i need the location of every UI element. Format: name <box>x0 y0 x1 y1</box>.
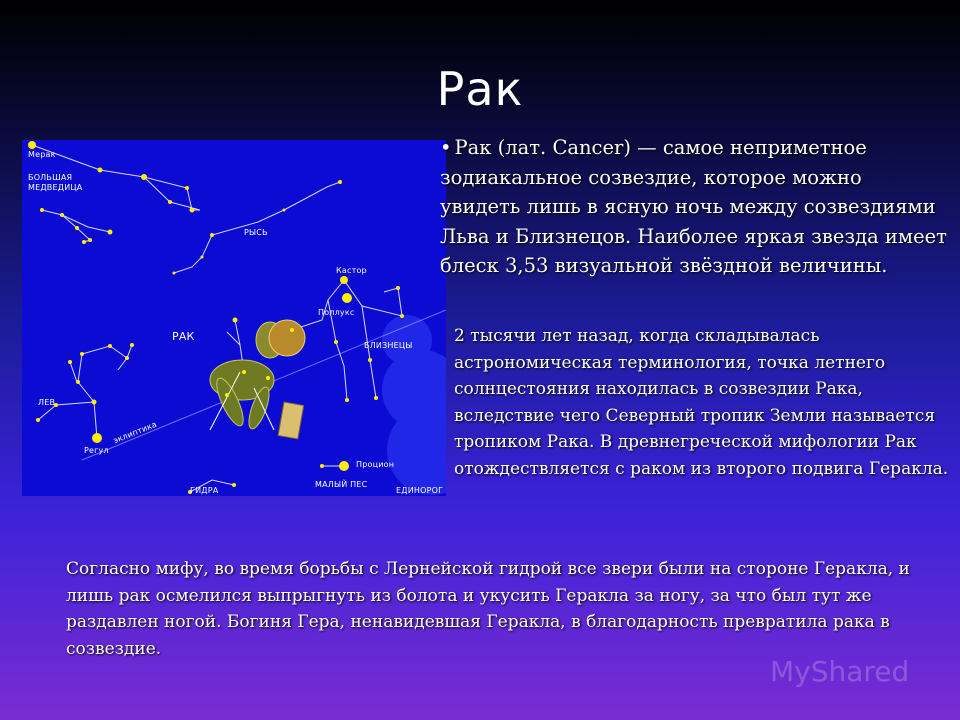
label-gemini: БЛИЗНЕЦЫ <box>364 341 413 350</box>
label-canis-minor: МАЛЫЙ ПЕС <box>315 480 368 489</box>
label-ecliptic: эклиптика <box>111 419 159 446</box>
label-regulus: Регул <box>84 446 109 455</box>
bullet-extra-text: 2 тысячи лет назад, когда складывалась астрономическая терминология, точка летнего солнцестояния находилась в созвездии Рака, вследствие чего Северный тропик Земли называется тропиком Рака. В древнегреческой мифологии Рак отождествляется с раком из второго подвига Геракла. <box>454 326 949 479</box>
label-merak: Мерак <box>28 150 56 159</box>
bullet-main-text: Рак (лат. Cancer) — самое неприметное зодиакальное созвездие, которое можно увидеть лишь в ясную ночь между созвездиями Льва и Близнецов. Наиболее яркая звезда имеет блеск 3,53 визуальной звёздной величины. <box>440 136 947 277</box>
paragraph-bottom: Согласно мифу, во время борьбы с Лернейской гидрой все звери были на стороне Геракла, и лишь рак осмелился выпрыгнуть из болота и укусить Геракла за ногу, за что был тут же раздавлен ногой. Богиня Гера, ненавидевшая Геракла, в благодарность превратила рака в созвездие. <box>66 559 910 659</box>
label-cancer: РАК <box>172 330 195 343</box>
label-procyon: Процион <box>356 460 395 469</box>
label-castor: Кастор <box>336 266 367 275</box>
slide-title: Рак <box>436 62 524 116</box>
constellation-lines <box>32 145 402 492</box>
stars <box>28 141 404 494</box>
label-lynx: РЫСЬ <box>244 228 268 237</box>
star-map-image <box>22 140 446 496</box>
label-hydra: ГИДРА <box>190 486 219 495</box>
bullet-main <box>440 133 948 281</box>
bullet-icon: • <box>440 136 452 159</box>
label-ursa-major-2: МЕДВЕДИЦА <box>28 183 83 192</box>
watermark-logo: MyShared <box>770 655 910 688</box>
cancer-crab-figure <box>210 320 305 439</box>
label-monoceros: ЕДИНОРОГ <box>396 486 444 495</box>
label-ursa-major: БОЛЬШАЯ <box>28 173 73 182</box>
label-pollux: Поллукс <box>318 308 355 317</box>
label-leo: ЛЕВ <box>38 398 56 407</box>
star-chart-drawing <box>22 140 446 496</box>
